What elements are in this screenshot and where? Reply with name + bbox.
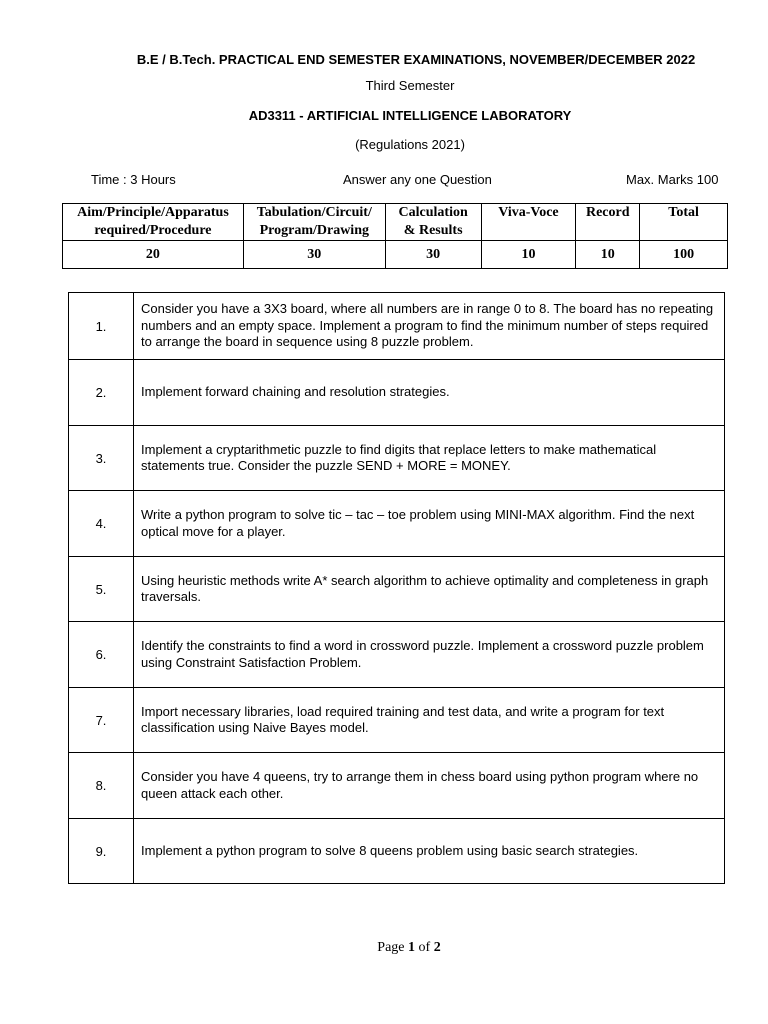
question-row-6 — [69, 621, 724, 687]
question-text: Import necessary libraries, load required training and test data, and write a program for text classification using Naive Bayes model. — [141, 703, 665, 735]
marks-header-tabulation: Tabulation/Circuit/ Program/Drawing — [243, 204, 385, 241]
question-text: Consider you have 4 queens, try to arrange them in chess board using python program where no queen attack each other. — [141, 769, 699, 801]
question-row-9 — [69, 818, 724, 883]
question-number: 1. — [69, 293, 134, 359]
marks-header-total: Total — [640, 204, 728, 241]
marks-header-aim: Aim/Principle/Apparatus required/Procedure — [63, 204, 244, 241]
exam-title: B.E / B.Tech. PRACTICAL END SEMESTER EXAMINATIONS, NOVEMBER/DECEMBER 2022 — [136, 52, 696, 67]
question-row-8 — [69, 752, 724, 818]
question-table — [68, 292, 725, 884]
semester-label: Third Semester — [365, 78, 455, 93]
marks-value-record: 10 — [576, 241, 640, 269]
page-current: 1 — [408, 940, 416, 955]
page-number — [0, 940, 768, 956]
question-text: Write a python program to solve tic – tac – toe problem using MINI-MAX algorithm. Find the next optical move for a player. — [141, 507, 695, 539]
question-number: 2. — [69, 360, 134, 425]
question-number: 8. — [69, 753, 134, 818]
question-number: 7. — [69, 688, 134, 752]
marks-value-calculation: 30 — [385, 241, 481, 269]
question-number: 9. — [69, 819, 134, 883]
regulations-label: (Regulations 2021) — [355, 137, 465, 152]
question-text: Implement forward chaining and resolution strategies. — [141, 384, 450, 400]
page-total: 2 — [433, 940, 441, 955]
question-row-7 — [69, 687, 724, 752]
marks-value-total: 100 — [640, 241, 728, 269]
question-row-3 — [69, 425, 724, 490]
question-text: Identify the constraints to find a word in crossword puzzle. Implement a crossword puzzle problem using Constraint Satisfaction Problem. — [141, 638, 704, 670]
question-text: Using heuristic methods write A* search algorithm to achieve optimality and completeness in graph traversals. — [141, 572, 709, 604]
question-number: 4. — [69, 491, 134, 556]
max-marks-label: Max. Marks 100 — [626, 172, 719, 187]
question-row-4 — [69, 490, 724, 556]
marks-value-viva: 10 — [481, 241, 576, 269]
question-number: 3. — [69, 426, 134, 490]
time-label: Time : 3 Hours — [91, 172, 176, 187]
instruction-label: Answer any one Question — [343, 172, 492, 187]
question-text: Implement a python program to solve 8 queens problem using basic search strategies. — [141, 842, 639, 858]
question-row-2 — [69, 359, 724, 425]
question-number: 6. — [69, 622, 134, 687]
marks-table — [62, 203, 728, 269]
question-number: 5. — [69, 557, 134, 621]
question-text: Consider you have a 3X3 board, where all numbers are in range 0 to 8. The board has no repeating numbers and an empty space. Implement a program to find the minimum number of steps required to arrange the board in sequence using 8 puzzle problem. — [141, 301, 714, 350]
marks-header-record: Record — [576, 204, 640, 241]
page-of-label: of — [418, 940, 431, 955]
question-row-1 — [69, 293, 724, 359]
marks-value-tabulation: 30 — [243, 241, 385, 269]
marks-header-row — [63, 204, 728, 241]
marks-header-viva: Viva-Voce — [481, 204, 576, 241]
page-label: Page — [377, 940, 405, 955]
marks-header-calculation: Calculation & Results — [385, 204, 481, 241]
marks-value-aim: 20 — [63, 241, 244, 269]
course-title: AD3311 - ARTIFICIAL INTELLIGENCE LABORATORY — [248, 108, 572, 123]
marks-values-row — [63, 241, 728, 269]
question-row-5 — [69, 556, 724, 621]
question-text: Implement a cryptarithmetic puzzle to find digits that replace letters to make mathematical statements true. Consider the puzzle SEND + MORE = MONEY. — [141, 441, 657, 473]
